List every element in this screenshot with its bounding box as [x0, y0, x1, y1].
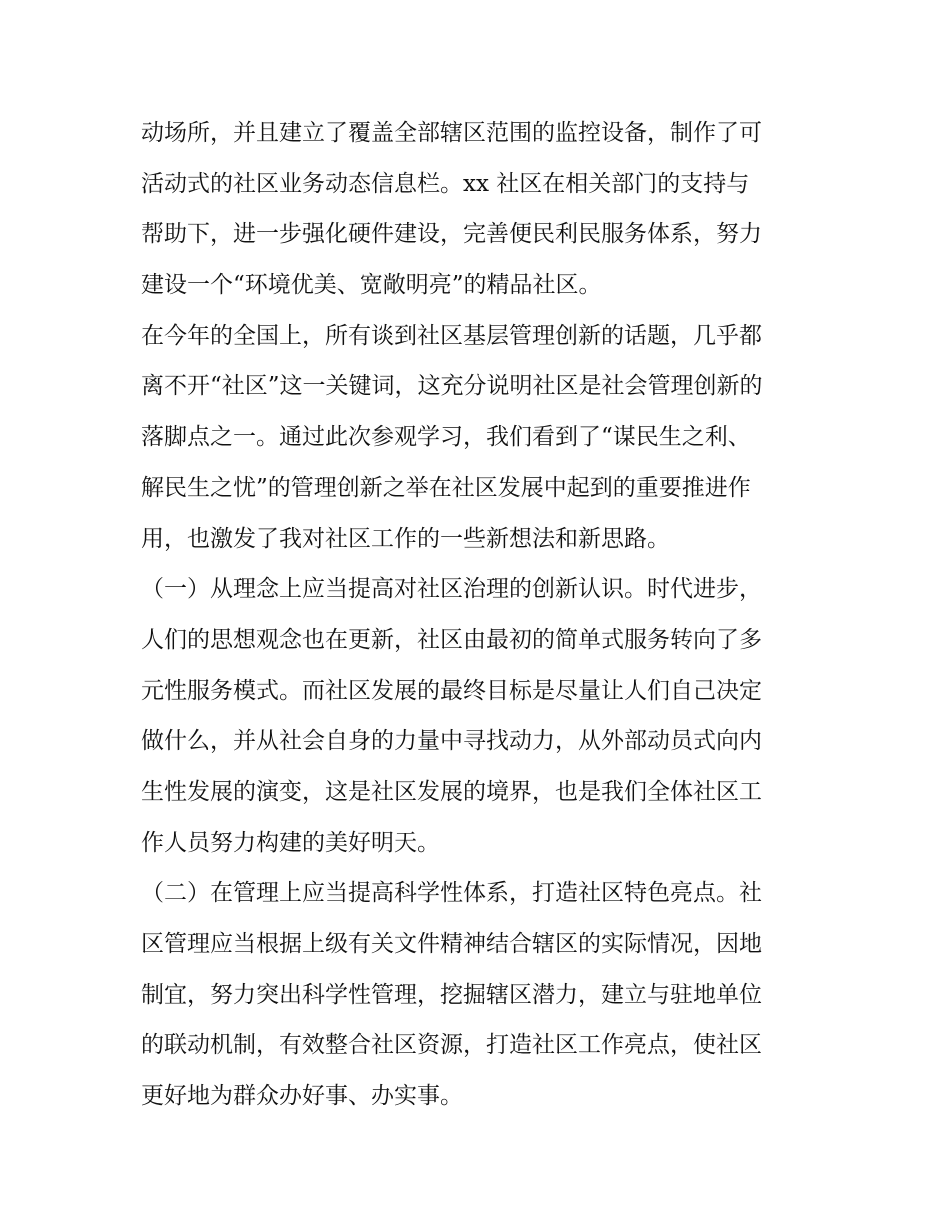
- text-line: 的联动机制，有效整合社区资源，打造社区工作亮点，使社区: [141, 1032, 762, 1059]
- text-line: 建设一个“环境优美、宽敞明亮”的精品社区。: [141, 272, 602, 299]
- text-line: 作人员努力构建的美好明天。: [141, 829, 440, 856]
- document-body: [141, 108, 821, 1122]
- text-line: 元性服务模式。而社区发展的最终目标是尽量让人们自己决定: [141, 677, 762, 704]
- text-line: 落脚点之一。通过此次参观学习，我们看到了“谋民生之利、: [141, 424, 751, 451]
- text-line: 离不开“社区”这一关键词，这充分说明社区是社会管理创新的: [141, 373, 763, 400]
- text-line: 在今年的全国上，所有谈到社区基层管理创新的话题，几乎都: [141, 322, 762, 349]
- text-line: 活动式的社区业务动态信息栏。xx 社区在相关部门的支持与: [141, 170, 750, 197]
- text-line: 区管理应当根据上级有关文件精神结合辖区的实际情况，因地: [141, 931, 762, 957]
- text-line: 帮助下，进一步强化硬件建设，完善便民利民服务体系，努力: [141, 221, 762, 248]
- text-line: 解民生之忧”的管理创新之举在社区发展中起到的重要推进作: [141, 474, 751, 501]
- text-line: 生性发展的演变，这是社区发展的境界，也是我们全体社区工: [141, 778, 762, 805]
- text-line: 用，也激发了我对社区工作的一些新想法和新思路。: [141, 525, 670, 552]
- text-line: 做什么，并从社会自身的力量中寻找动力，从外部动员式向内: [141, 728, 762, 755]
- text-line: 动场所，并且建立了覆盖全部辖区范围的监控设备，制作了可: [141, 120, 762, 146]
- text-line: 制宜，努力突出科学性管理，挖掘辖区潜力，建立与驻地单位: [141, 981, 762, 1008]
- text-line: （二）在管理上应当提高科学性体系，打造社区特色亮点。社: [141, 880, 762, 907]
- text-line: 更好地为群众办好事、办实事。: [141, 1083, 463, 1110]
- text-line: 人们的思想观念也在更新，社区由最初的简单式服务转向了多: [141, 626, 762, 653]
- text-line: （一）从理念上应当提高对社区治理的创新认识。时代进步，: [141, 576, 762, 603]
